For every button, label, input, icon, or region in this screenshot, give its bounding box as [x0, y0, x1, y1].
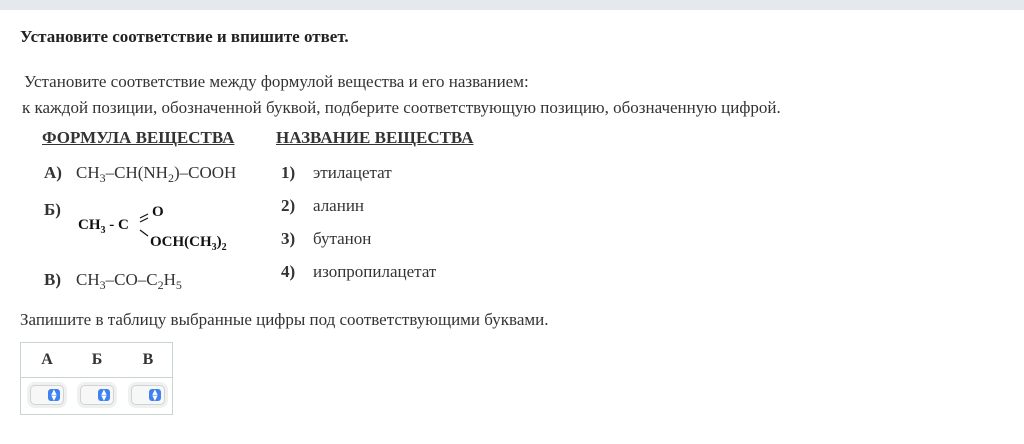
intro-line-2: к каждой позиции, обозначенной буквой, подберите соответствующую позицию, обозначенную цифрой. — [22, 98, 781, 117]
formula-v-label: В) — [44, 270, 61, 289]
name-item-2-num: 2) — [281, 196, 296, 215]
structure-left-group: $CH_3$ - C — [78, 217, 129, 236]
name-item-2-text: аланин — [313, 196, 365, 215]
structure-top-group: O — [152, 204, 164, 220]
formula-b-structure — [76, 200, 256, 260]
formula-a — [44, 163, 236, 183]
answer-select-v[interactable] — [131, 385, 165, 405]
name-item-3-num: 3) — [281, 229, 296, 248]
answer-header-b: Б — [91, 351, 103, 368]
double-bond-line-2 — [140, 218, 148, 222]
formula-a-text: $CH_3-CH(NH_2)$–COOH — [76, 163, 237, 185]
answer-select-b[interactable] — [80, 385, 114, 405]
name-item-2 — [281, 196, 364, 216]
answer-header-v: В — [142, 351, 154, 368]
name-item-4 — [281, 262, 436, 282]
formula-b-label: Б) — [44, 200, 61, 219]
answer-table-header — [21, 343, 172, 378]
name-item-3 — [281, 229, 371, 249]
answer-instruction: Запишите в таблицу выбранные цифры под соответствующими буквами. — [20, 310, 549, 329]
formula-v-text: $CH_3-CO-C_2H_5$ — [76, 270, 182, 292]
formula-column-header: ФОРМУЛА ВЕЩЕСТВА — [42, 128, 235, 147]
name-column-header: НАЗВАНИЕ ВЕЩЕСТВА — [276, 128, 474, 147]
name-item-4-num: 4) — [281, 262, 296, 281]
select-arrows-icon: ▲ ▼ — [48, 389, 60, 401]
answer-header-a: А — [41, 351, 53, 368]
formula-v — [44, 270, 182, 290]
name-item-4-text: изопропилацетат — [313, 262, 437, 281]
single-bond-line — [140, 230, 148, 236]
formula-b — [44, 200, 76, 220]
name-item-1-num: 1) — [281, 163, 296, 182]
task-intro — [24, 69, 781, 121]
double-bond-line-1 — [140, 214, 148, 218]
select-arrows-icon: ▲ ▼ — [98, 389, 110, 401]
intro-line-1: Установите соответствие между формулой вещества и его названием: — [24, 72, 529, 91]
structure-bottom-group: $OCH(CH_3)_2$ — [150, 234, 227, 253]
select-arrows-icon: ▲ ▼ — [149, 389, 161, 401]
top-bar — [0, 0, 1024, 10]
name-item-3-text: бутанон — [313, 229, 372, 248]
answer-table-row — [21, 378, 172, 415]
name-item-1 — [281, 163, 392, 183]
task-title: Установите соответствие и впишите ответ. — [20, 27, 349, 46]
formula-a-label: А) — [44, 163, 62, 182]
answer-table — [20, 342, 173, 415]
name-item-1-text: этилацетат — [313, 163, 392, 182]
answer-select-a[interactable] — [30, 385, 64, 405]
